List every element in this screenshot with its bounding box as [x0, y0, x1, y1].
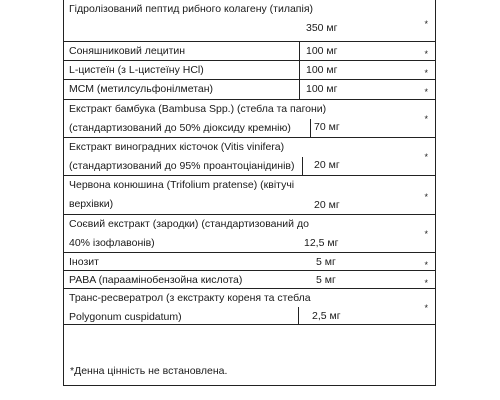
ingredient-name — [69, 289, 331, 327]
ingredient-name — [69, 253, 331, 272]
ingredient-name — [69, 215, 331, 253]
ingredient-row — [64, 176, 435, 215]
column-divider — [299, 42, 300, 61]
ingredient-amount: 20 мг — [314, 199, 340, 211]
ingredient-row — [64, 253, 435, 271]
ingredient-row — [64, 42, 435, 61]
ingredient-name — [69, 176, 331, 214]
ingredient-amount: 2,5 мг — [312, 310, 341, 322]
ingredient-row — [64, 0, 435, 42]
ingredient-amount: 70 мг — [314, 121, 340, 133]
ingredient-name-line: (стандартизований до 95% проантоціанідинів) — [69, 160, 295, 172]
ingredient-row — [64, 100, 435, 138]
ingredient-amount: 20 мг — [314, 159, 340, 171]
ingredient-row — [64, 80, 435, 100]
ingredient-amount: 350 мг — [306, 22, 338, 34]
ingredient-name-line: Екстракт виноградних кісточок (Vitis vinifera) — [69, 141, 285, 153]
column-divider — [298, 307, 299, 325]
ingredient-amount: 5 мг — [316, 256, 336, 268]
ingredient-amount: 12,5 мг — [304, 237, 339, 249]
supplement-facts-panel — [63, 0, 436, 386]
daily-value-marker: * — [424, 229, 428, 239]
ingredient-name — [69, 61, 331, 80]
ingredient-row — [64, 138, 435, 176]
daily-value-marker: * — [424, 192, 428, 202]
column-divider — [310, 119, 311, 138]
daily-value-marker: * — [424, 278, 428, 288]
ingredient-row — [64, 215, 435, 253]
ingredient-name-line: (стандартизований до 50% діоксиду кремнію) — [69, 122, 291, 134]
ingredient-name-line: Гідролізований пептид рибного колагену (тилапія) — [69, 3, 314, 15]
ingredient-name-line: 40% ізофлавонів) — [69, 237, 155, 249]
ingredient-name-line: L-цистеїн (з L-цистеїну HCl) — [69, 64, 204, 76]
daily-value-marker: * — [424, 114, 428, 124]
column-divider — [302, 157, 303, 176]
column-divider — [299, 80, 300, 100]
ingredient-name-line: Екстракт бамбука (Bambusa Spp.) (стебла та пагони) — [69, 103, 327, 115]
daily-value-marker: * — [424, 303, 428, 313]
ingredients-table — [64, 0, 435, 325]
ingredient-amount: 100 мг — [306, 83, 338, 95]
daily-value-marker: * — [424, 152, 428, 162]
ingredient-amount: 100 мг — [306, 64, 338, 76]
ingredient-name — [69, 271, 331, 290]
ingredient-name — [69, 138, 331, 176]
ingredient-name-line: Червона конюшина (Trifolium pratense) (квітучі — [69, 179, 295, 191]
column-divider — [299, 61, 300, 80]
daily-value-marker: * — [424, 87, 428, 97]
ingredient-name-line: Соняшниковий лецитин — [69, 45, 186, 57]
ingredient-row — [64, 61, 435, 80]
daily-value-marker: * — [424, 260, 428, 270]
ingredient-name-line: Polygonum cuspidatum) — [69, 311, 182, 323]
ingredient-name-line: Транс-ресвератрол (з екстракту кореня та стебла — [69, 292, 311, 304]
ingredient-name — [69, 42, 331, 61]
ingredient-name-line: МСМ (метилсульфонілметан) — [69, 83, 214, 95]
ingredient-name-line: верхівки) — [69, 198, 114, 210]
footnote: *Денна цінність не встановлена. — [70, 365, 228, 377]
daily-value-marker: * — [424, 49, 428, 59]
ingredient-row — [64, 271, 435, 289]
daily-value-marker: * — [424, 68, 428, 78]
ingredient-amount: 5 мг — [316, 274, 336, 286]
daily-value-marker: * — [424, 19, 428, 29]
ingredient-name-line: Соєвий екстракт (зародки) (стандартизований до — [69, 218, 309, 230]
ingredient-row — [64, 289, 435, 325]
ingredient-name — [69, 100, 331, 138]
ingredient-name — [69, 0, 331, 19]
ingredient-name — [69, 80, 331, 99]
ingredient-name-line: Інозит — [69, 256, 99, 268]
ingredient-name-line: PABA (параамінобензойна кислота) — [69, 274, 243, 286]
ingredient-amount: 100 мг — [306, 45, 338, 57]
